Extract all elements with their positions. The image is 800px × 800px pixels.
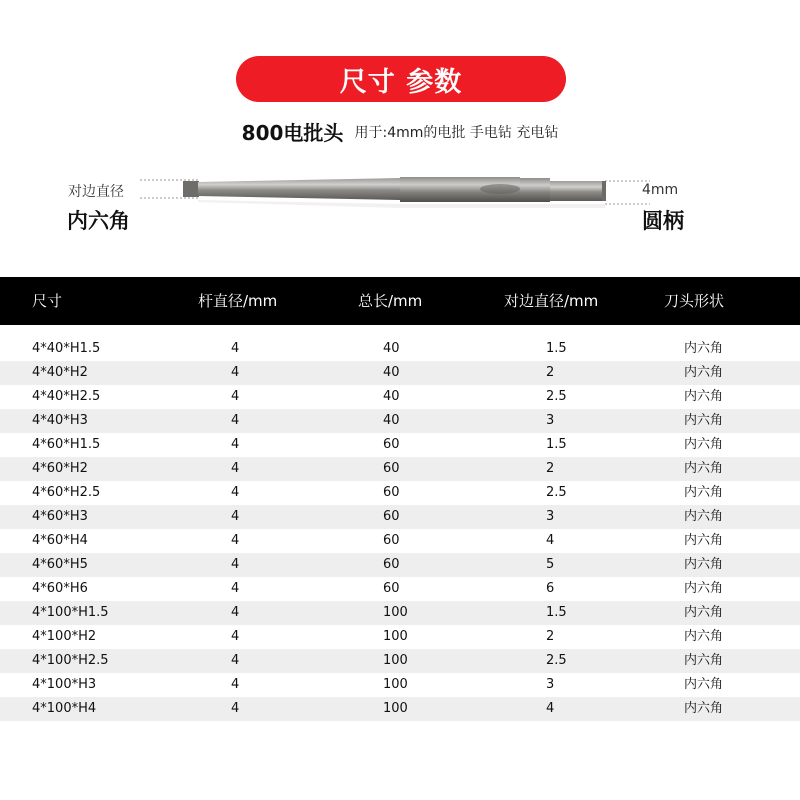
- cell-size: 4*40*H3: [32, 413, 88, 428]
- cell-tip-shape: 内六角: [684, 653, 724, 668]
- cell-size: 4*100*H3: [32, 677, 97, 692]
- cell-total-length: 60: [383, 461, 400, 476]
- cell-total-length: 100: [383, 677, 408, 692]
- table-row: [0, 649, 800, 673]
- table-row: [0, 553, 800, 577]
- title-banner: [236, 56, 566, 102]
- page-title: 尺寸 参数: [339, 66, 463, 98]
- cell-shaft-diameter: 4: [231, 413, 240, 428]
- cell-shaft-diameter: 4: [231, 533, 240, 548]
- product-name: 800电批头: [241, 121, 344, 145]
- cell-tip-shape: 内六角: [684, 581, 724, 596]
- cell-tip-shape: 内六角: [684, 341, 724, 356]
- cell-shaft-diameter: 4: [231, 461, 240, 476]
- cell-shaft-diameter: 4: [231, 605, 240, 620]
- cell-size: 4*40*H2.5: [32, 389, 101, 404]
- cell-hex-size: 3: [546, 509, 555, 524]
- cell-size: 4*60*H5: [32, 557, 88, 572]
- cell-hex-size: 3: [546, 677, 555, 692]
- cell-shaft-diameter: 4: [231, 557, 240, 572]
- cell-hex-size: 4: [546, 533, 555, 548]
- cell-hex-size: 2.5: [546, 485, 567, 500]
- cell-tip-shape: 内六角: [684, 677, 724, 692]
- cell-tip-shape: 内六角: [684, 701, 724, 716]
- cell-size: 4*100*H2.5: [32, 653, 109, 668]
- cell-hex-size: 6: [546, 581, 555, 596]
- cell-total-length: 40: [383, 389, 400, 404]
- spec-table-body: [0, 337, 800, 721]
- product-usage: 用于:4mm的电批 手电钻 充电钻: [354, 124, 559, 141]
- header-tip-shape: 刀头形状: [664, 292, 725, 310]
- table-row: [0, 385, 800, 409]
- cell-total-length: 60: [383, 509, 400, 524]
- table-row: [0, 433, 800, 457]
- cell-total-length: 60: [383, 485, 400, 500]
- table-row: [0, 409, 800, 433]
- cell-shaft-diameter: 4: [231, 629, 240, 644]
- cell-tip-shape: 内六角: [684, 629, 724, 644]
- product-subtitle: [0, 117, 800, 146]
- cell-size: 4*60*H3: [32, 509, 88, 524]
- cell-shaft-diameter: 4: [231, 509, 240, 524]
- cell-tip-shape: 内六角: [684, 437, 724, 452]
- table-row: [0, 481, 800, 505]
- cell-total-length: 40: [383, 341, 400, 356]
- cell-hex-size: 2: [546, 461, 555, 476]
- cell-total-length: 100: [383, 701, 408, 716]
- table-row: [0, 361, 800, 385]
- table-row: [0, 337, 800, 361]
- cell-tip-shape: 内六角: [684, 389, 724, 404]
- spec-table-header: [0, 277, 800, 325]
- cell-hex-size: 2: [546, 629, 555, 644]
- table-row: [0, 673, 800, 697]
- cell-hex-size: 2.5: [546, 389, 567, 404]
- cell-total-length: 60: [383, 581, 400, 596]
- cell-size: 4*60*H2.5: [32, 485, 101, 500]
- cell-shaft-diameter: 4: [231, 677, 240, 692]
- cell-hex-size: 2.5: [546, 653, 567, 668]
- cell-tip-shape: 内六角: [684, 485, 724, 500]
- cell-shaft-diameter: 4: [231, 485, 240, 500]
- header-shaft-diameter: 杆直径/mm: [198, 292, 278, 310]
- shank-type-label: 圆柄: [642, 209, 684, 233]
- cell-hex-size: 1.5: [546, 437, 567, 452]
- cell-hex-size: 2: [546, 365, 555, 380]
- cell-total-length: 40: [383, 413, 400, 428]
- cell-tip-shape: 内六角: [684, 413, 724, 428]
- cell-size: 4*40*H2: [32, 365, 88, 380]
- cell-tip-shape: 内六角: [684, 557, 724, 572]
- bit-diagram: [0, 160, 800, 280]
- table-row: [0, 697, 800, 721]
- header-total-length: 总长/mm: [358, 292, 423, 310]
- cell-total-length: 100: [383, 605, 408, 620]
- cell-shaft-diameter: 4: [231, 341, 240, 356]
- cell-tip-shape: 内六角: [684, 533, 724, 548]
- table-row: [0, 457, 800, 481]
- hex-type-label: 内六角: [67, 209, 130, 233]
- cell-size: 4*60*H1.5: [32, 437, 101, 452]
- cell-shaft-diameter: 4: [231, 581, 240, 596]
- cell-shaft-diameter: 4: [231, 701, 240, 716]
- header-size: 尺寸: [32, 292, 63, 310]
- cell-hex-size: 1.5: [546, 341, 567, 356]
- cell-total-length: 60: [383, 533, 400, 548]
- cell-size: 4*100*H1.5: [32, 605, 109, 620]
- cell-size: 4*40*H1.5: [32, 341, 101, 356]
- cell-size: 4*100*H4: [32, 701, 97, 716]
- cell-hex-size: 4: [546, 701, 555, 716]
- cell-total-length: 100: [383, 629, 408, 644]
- cell-hex-size: 5: [546, 557, 555, 572]
- table-row: [0, 625, 800, 649]
- cell-tip-shape: 内六角: [684, 509, 724, 524]
- cell-shaft-diameter: 4: [231, 653, 240, 668]
- cell-hex-size: 3: [546, 413, 555, 428]
- hex-size-label: 对边直径: [68, 184, 124, 200]
- cell-total-length: 60: [383, 557, 400, 572]
- cell-total-length: 100: [383, 653, 408, 668]
- table-row: [0, 601, 800, 625]
- cell-size: 4*60*H6: [32, 581, 88, 596]
- cell-tip-shape: 内六角: [684, 605, 724, 620]
- cell-total-length: 60: [383, 437, 400, 452]
- cell-size: 4*60*H2: [32, 461, 88, 476]
- table-row: [0, 505, 800, 529]
- cell-shaft-diameter: 4: [231, 365, 240, 380]
- table-row: [0, 577, 800, 601]
- header-hex-size: 对边直径/mm: [504, 292, 599, 310]
- shank-size-label: 4mm: [642, 182, 679, 198]
- table-row: [0, 529, 800, 553]
- cell-total-length: 40: [383, 365, 400, 380]
- cell-tip-shape: 内六角: [684, 365, 724, 380]
- cell-size: 4*100*H2: [32, 629, 97, 644]
- cell-tip-shape: 内六角: [684, 461, 724, 476]
- cell-shaft-diameter: 4: [231, 437, 240, 452]
- cell-size: 4*60*H4: [32, 533, 88, 548]
- cell-hex-size: 1.5: [546, 605, 567, 620]
- cell-shaft-diameter: 4: [231, 389, 240, 404]
